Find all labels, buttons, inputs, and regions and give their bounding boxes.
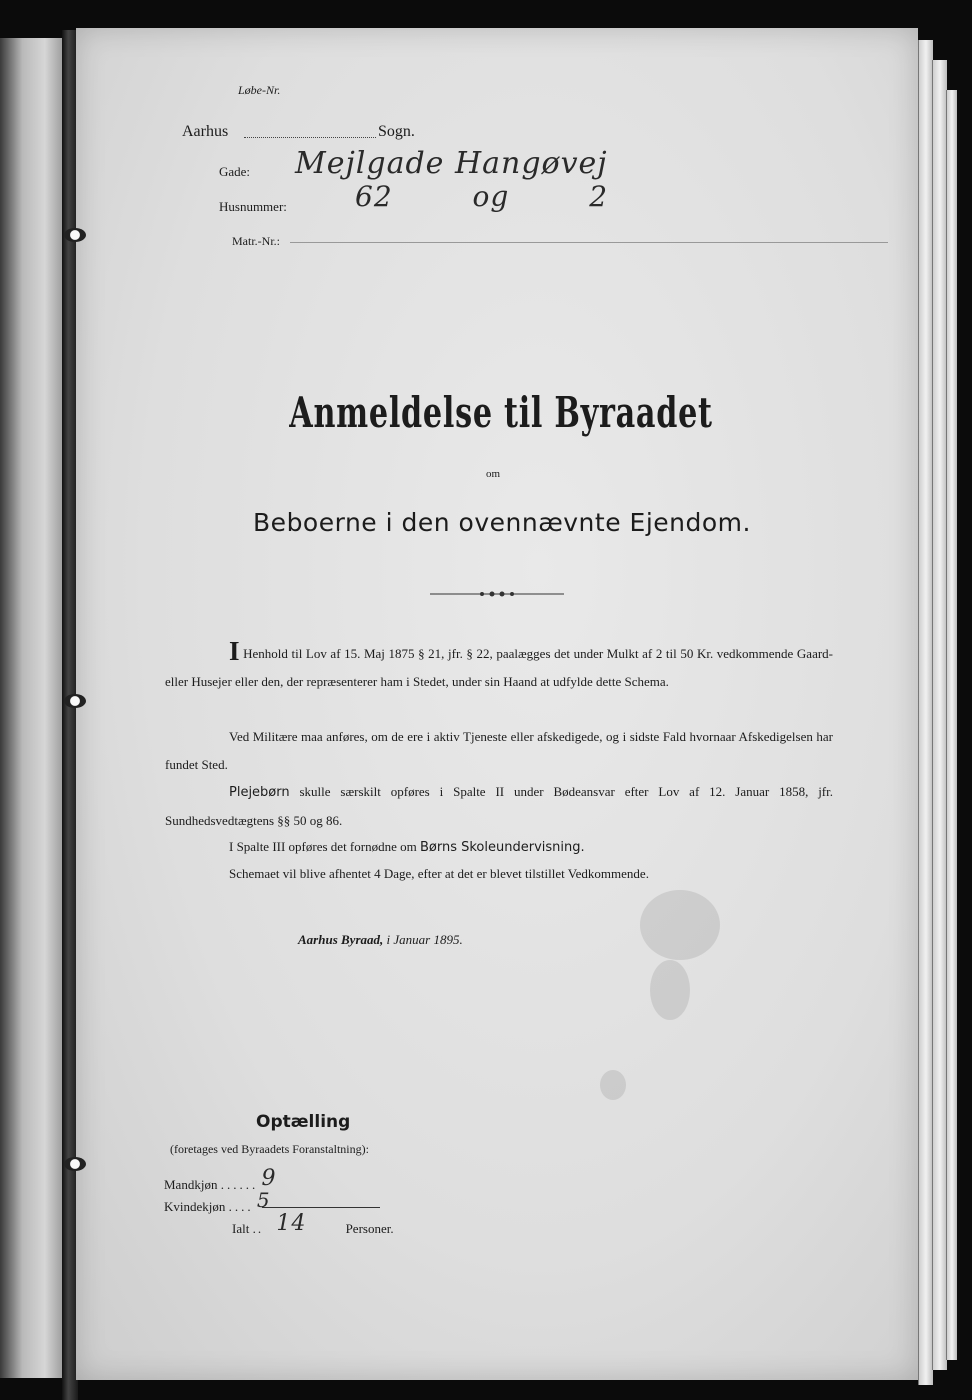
paragraph-military-text: Ved Militære maa anføres, om de ere i aktiv Tjeneste eller afskedigede, og i sidste Fald hvornaar Afskedigelsen har fundet Sted.	[165, 729, 833, 772]
document-title: Anmeldelse til Byraadet	[289, 388, 713, 437]
mandkjoen-value: 9	[261, 1166, 277, 1191]
foster-emphasis: Plejebørn	[229, 785, 290, 800]
husnummer-label: Husnummer:	[219, 199, 287, 214]
left-facing-page	[0, 38, 64, 1378]
paragraph-law-text: Henhold til Lov af 15. Maj 1875 § 21, jfr. § 22, paalægges det under Mulkt af 2 til 50 Kr. vedkommende Gaard- eller Husejer eller den, der repræsenterer ham i Stedet, under sin Haand at udfylde dette Schema.	[165, 646, 834, 689]
paragraph-law	[165, 636, 834, 695]
ialt-value: 14	[276, 1211, 307, 1236]
page-stack-edge	[918, 40, 933, 1385]
signature-date: i Januar 1895.	[386, 932, 463, 947]
binding-hole	[64, 228, 86, 242]
water-stain	[640, 890, 720, 960]
page-stack-edge	[946, 90, 957, 1360]
city-label: Aarhus	[182, 123, 229, 140]
personer-label: Personer.	[345, 1221, 394, 1236]
ornament-divider	[430, 586, 564, 602]
count-row-female: Kvindekjøn .... 5	[164, 1188, 271, 1214]
signature-line	[298, 932, 463, 948]
school-emphasis: Børns Skoleundervisning.	[419, 840, 585, 855]
paragraph-military	[165, 723, 833, 778]
paragraph-collection-text: Schemaet vil blive afhentet 4 Dage, efter at det er blevet tilstillet Vedkommende.	[229, 866, 649, 881]
count-note: (foretages ved Byraadets Foranstaltning):	[170, 1142, 369, 1156]
kvindekjoen-value: 5	[256, 1188, 271, 1212]
water-stain	[600, 1070, 626, 1100]
count-row-male: Mandkjøn ...... 9	[164, 1166, 277, 1192]
mandkjoen-label: Mandkjøn	[164, 1177, 218, 1192]
water-stain	[650, 960, 690, 1020]
page-stack-edge	[932, 60, 947, 1370]
count-title: Optælling	[256, 1112, 351, 1132]
paragraph-foster-text: skulle særskilt opføres i Spalte II under Bødeansvar efter Lov af 12. Januar 1858, jfr. Sundhedsvedtægtens §§ 50 og 86.	[165, 784, 833, 828]
paragraph-dropcap: I	[229, 636, 240, 666]
signature-org: Aarhus Byraad,	[298, 932, 384, 947]
husnummer-handwritten-value: 62 og 2	[355, 180, 609, 213]
title-connector: om	[486, 468, 501, 480]
header-rule	[290, 242, 888, 243]
binding-hole	[64, 694, 86, 708]
count-row-total: Ialt .. 14 Personer.	[232, 1211, 394, 1236]
gade-label: Gade:	[219, 164, 251, 179]
kvindekjoen-label: Kvindekjøn	[164, 1199, 226, 1214]
gade-handwritten-value: Mejlgade Hangøvej	[295, 146, 608, 181]
paragraph-school-text: I Spalte III opføres det fornødne om	[229, 839, 417, 854]
paragraph-school	[165, 833, 833, 862]
binding-hole	[64, 1157, 86, 1171]
paragraph-collection	[165, 860, 833, 888]
matr-nr-label: Matr.-Nr.:	[232, 234, 280, 248]
paragraph-foster	[165, 778, 833, 834]
document-subtitle: Beboerne i den ovennævnte Ejendom.	[253, 508, 751, 537]
ialt-label: Ialt	[232, 1221, 250, 1236]
count-sum-rule	[262, 1207, 380, 1208]
sogn-label: Sogn.	[378, 123, 415, 140]
sogn-dotline	[244, 137, 376, 138]
loebe-nr-label: Løbe-Nr.	[238, 83, 281, 97]
